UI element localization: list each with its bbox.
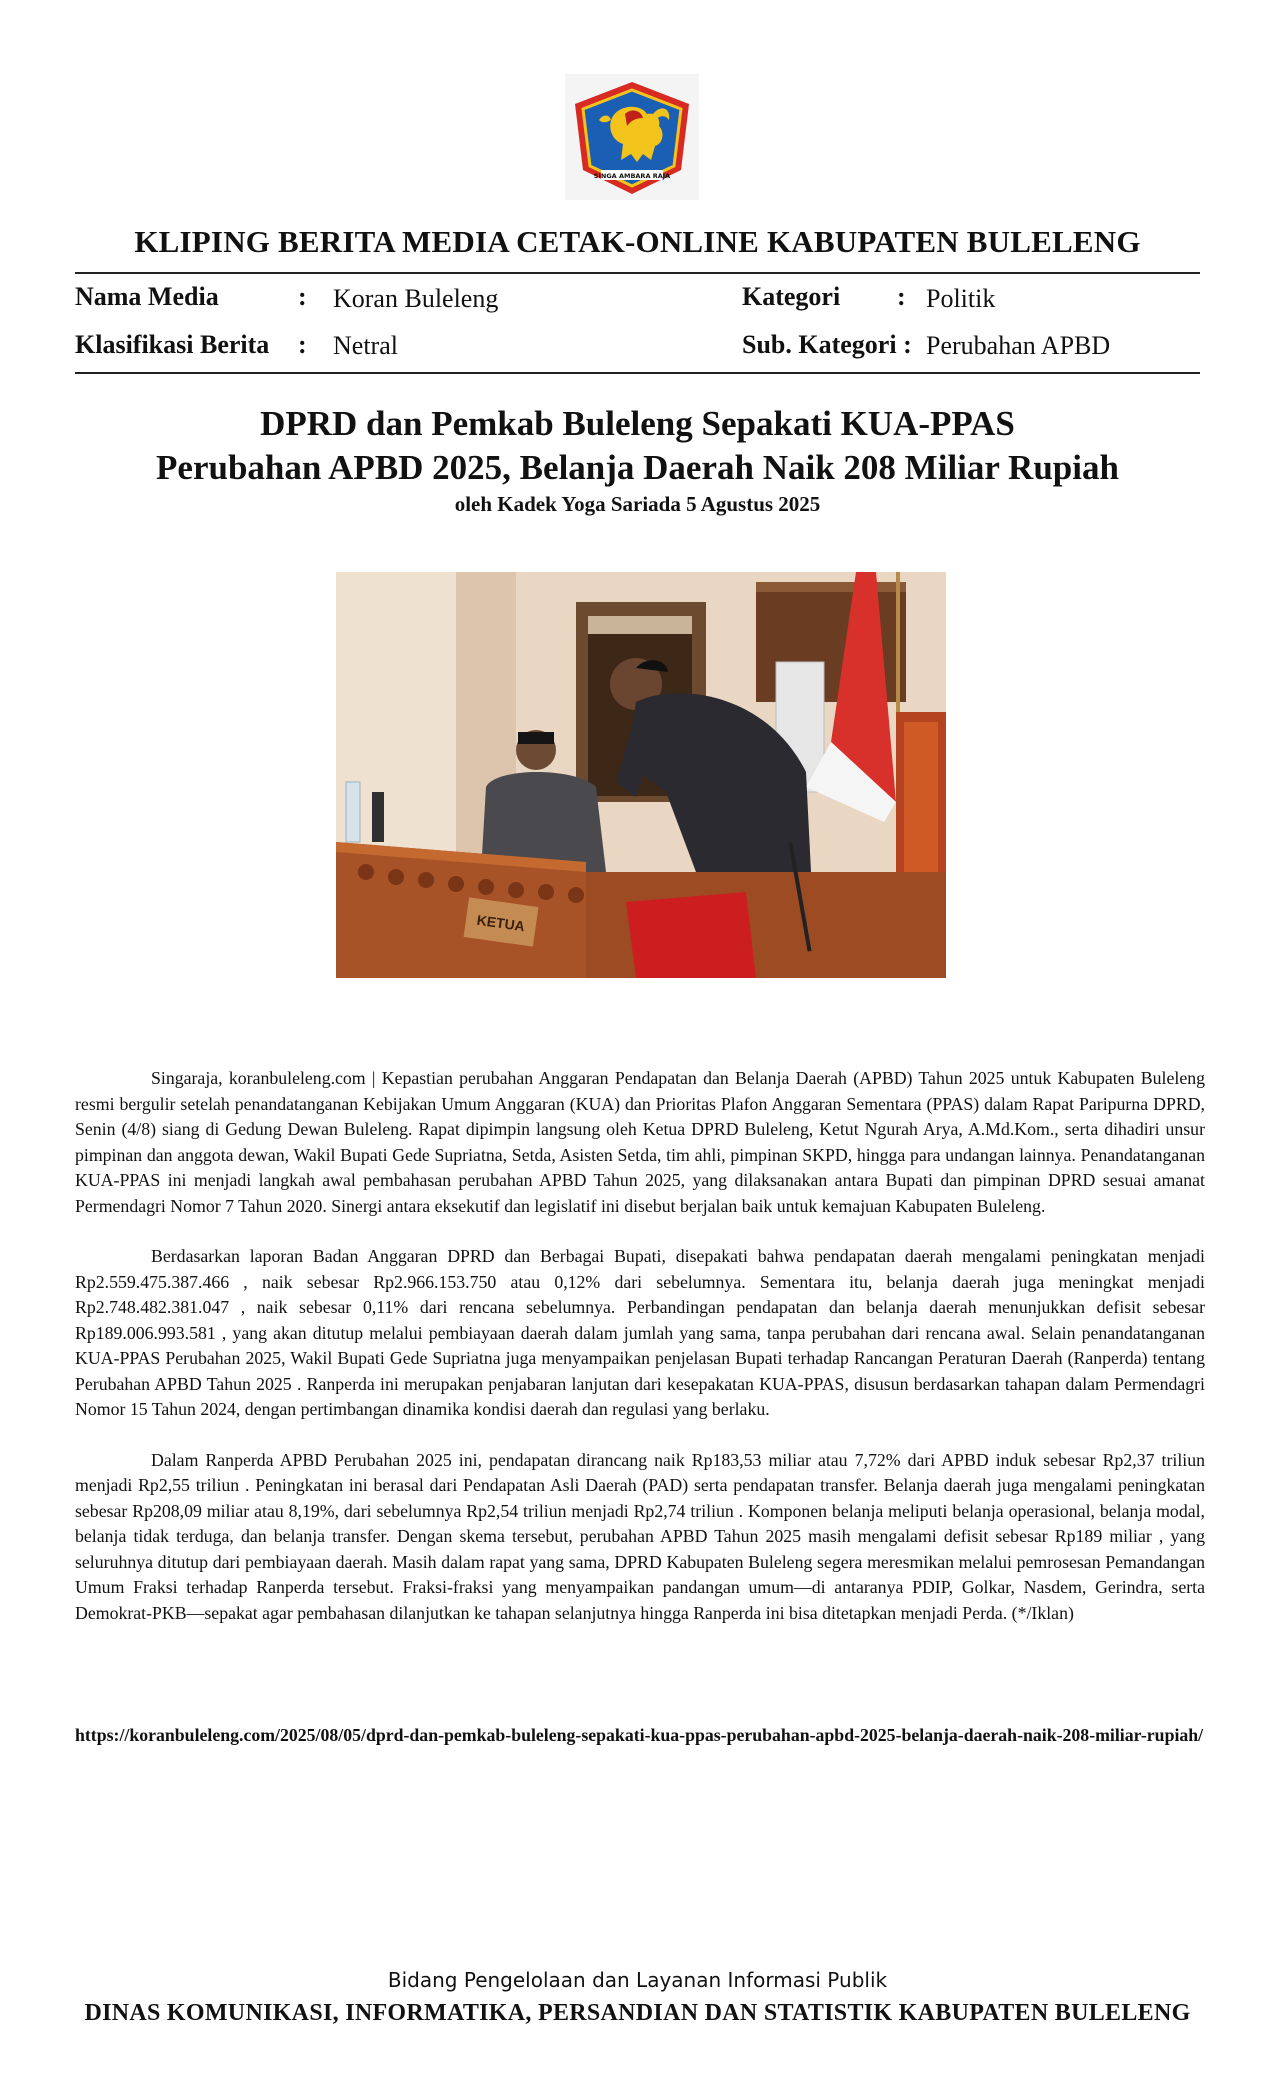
- headline-line-1: DPRD dan Pemkab Buleleng Sepakati KUA-PPAS: [260, 404, 1015, 443]
- subkategori-label: Sub. Kategori :: [742, 330, 912, 359]
- media-colon: :: [298, 282, 307, 311]
- subkategori-value: Perubahan APBD: [926, 331, 1111, 360]
- paragraph-3: Dalam Ranperda APBD Perubahan 2025 ini, pendapatan dirancang naik Rp183,53 miliar atau 7,72% dari APBD induk sebesar Rp2,37 triliun menjadi Rp2,55 triliun . Peningkatan ini berasal dari Pendapatan Asli Daerah (PAD) serta pendapatan transfer. Belanja daerah juga mengalami peningkatan sebesar Rp208,09 miliar atau 8,19%, dari sebelumnya Rp2,54 triliun menjadi Rp2,74 triliun . Komponen belanja meliputi belanja operasional, belanja modal, belanja tidak terduga, dan belanja transfer. Dengan skema tersebut, perubahan APBD Tahun 2025 masih mengalami defisit sebesar Rp189 miliar , yang seluruhnya ditutup dari pembiayaan daerah. Masih dalam rapat yang sama, DPRD Kabupaten Buleleng segera meresmikan melalui pemrosesan Pemandangan Umum Fraksi terhadap Ranperda tersebut. Fraksi-fraksi yang menyampaikan pandangan umum—di antaranya PDIP, Golkar, Nasdem, Gerindra, serta Demokrat-PKB—sepakat agar pembahasan dilanjutkan ke tahapan selanjutnya hingga Ranperda ini bisa ditetapkan menjadi Perda. (*/Iklan): [75, 1449, 1205, 1623]
- footer-agency: DINAS KOMUNIKASI, INFORMATIKA, PERSANDIAN DAN STATISTIK KABUPATEN BULELENG: [84, 2000, 1191, 2026]
- paragraph-1: Singaraja, koranbuleleng.com | Kepastian perubahan Anggaran Pendapatan dan Belanja Daerah (APBD) Tahun 2025 untuk Kabupaten Buleleng resmi bergulir setelah penandatanganan Kebijakan Umum Anggaran (KUA) dan Prioritas Plafon Anggaran Sementara (PPAS) dalam Rapat Paripurna DPRD, Senin (4/8) siang di Gedung Dewan Buleleng. Rapat dipimpin langsung oleh Ketua DPRD Buleleng, Ketut Ngurah Arya, A.Md.Kom., serta dihadiri unsur pimpinan dan anggota dewan, Wakil Bupati Gede Supriatna, Setda, Asisten Setda, tim ahli, pimpinan SKPD, hingga para undangan lainnya. Penandatanganan KUA-PPAS ini menjadi langkah awal pembahasan perubahan APBD Tahun 2025, yang dilaksanakan antara Bupati dan pimpinan DPRD sesuai amanat Permendagri Nomor 7 Tahun 2020. Sinergi antara eksekutif dan legislatif ini disebut berjalan baik untuk kemajuan Kabupaten Buleleng.: [75, 1068, 1205, 1216]
- paragraph-2: Berdasarkan laporan Badan Anggaran DPRD dan Berbagai Bupati, disepakati bahwa pendapatan daerah mengalami peningkatan menjadi Rp2.559.475.387.466 , naik sebesar Rp2.966.153.750 atau 0,12% dari sebelumnya. Sementara itu, belanja daerah juga meningkat menjadi Rp2.748.482.381.047 , naik sebesar 0,11% dari rencana sebelumnya. Perbandingan pendapatan dan belanja daerah menunjukkan defisit sebesar Rp189.006.993.581 , yang akan ditutup melalui pembiayaan daerah dalam jumlah yang sama, tanpa perubahan dari rencana awal. Selain penandatanganan KUA-PPAS Perubahan 2025, Wakil Bupati Gede Supriatna juga menyampaikan penjelasan Bupati terhadap Rancangan Peraturan Daerah (Ranperda) tentang Perubahan APBD Tahun 2025 . Ranperda ini merupakan penjabaran lanjutan dari kesepakatan KUA-PPAS, disusun berdasarkan tahapan dalam Permendagri Nomor 15 Tahun 2024, dengan pertimbangan dinamika kondisi daerah dan regulasi yang berlaku.: [75, 1246, 1205, 1419]
- media-value: Koran Buleleng: [333, 284, 499, 313]
- kategori-label: Kategori: [742, 282, 841, 311]
- headline-line-2: Perubahan APBD 2025, Belanja Daerah Naik 208 Miliar Rupiah: [156, 448, 1119, 487]
- kategori-colon: :: [897, 282, 906, 311]
- article-body: [75, 1066, 1205, 1651]
- article-photo: [336, 572, 946, 978]
- divider-top: [75, 272, 1200, 274]
- kategori-value: Politik: [926, 284, 996, 313]
- media-label: Nama Media: [75, 282, 219, 311]
- photo-nameplate-text: KETUA: [475, 911, 526, 935]
- logo-motto: SINGA AMBARA RAJA: [593, 172, 671, 180]
- page-title: KLIPING BERITA MEDIA CETAK-ONLINE KABUPATEN BULELENG: [134, 224, 1141, 259]
- article-url[interactable]: https://koranbuleleng.com/2025/08/05/dprd-dan-pemkab-buleleng-sepakati-kua-ppas-perubahan-apbd-2025-belanja-daerah-naik-208-miliar-rupiah/: [75, 1725, 1204, 1745]
- article-headline: [75, 402, 1200, 490]
- divider-bottom: [75, 372, 1200, 374]
- klasifikasi-colon: :: [298, 330, 307, 359]
- regency-logo: [565, 74, 699, 200]
- article-byline: oleh Kadek Yoga Sariada 5 Agustus 2025: [454, 492, 821, 516]
- klasifikasi-value: Netral: [333, 331, 398, 360]
- klasifikasi-label: Klasifikasi Berita: [75, 330, 270, 359]
- footer-division: Bidang Pengelolaan dan Layanan Informasi Publik: [387, 1968, 888, 1992]
- lion-crest-icon: [565, 74, 699, 200]
